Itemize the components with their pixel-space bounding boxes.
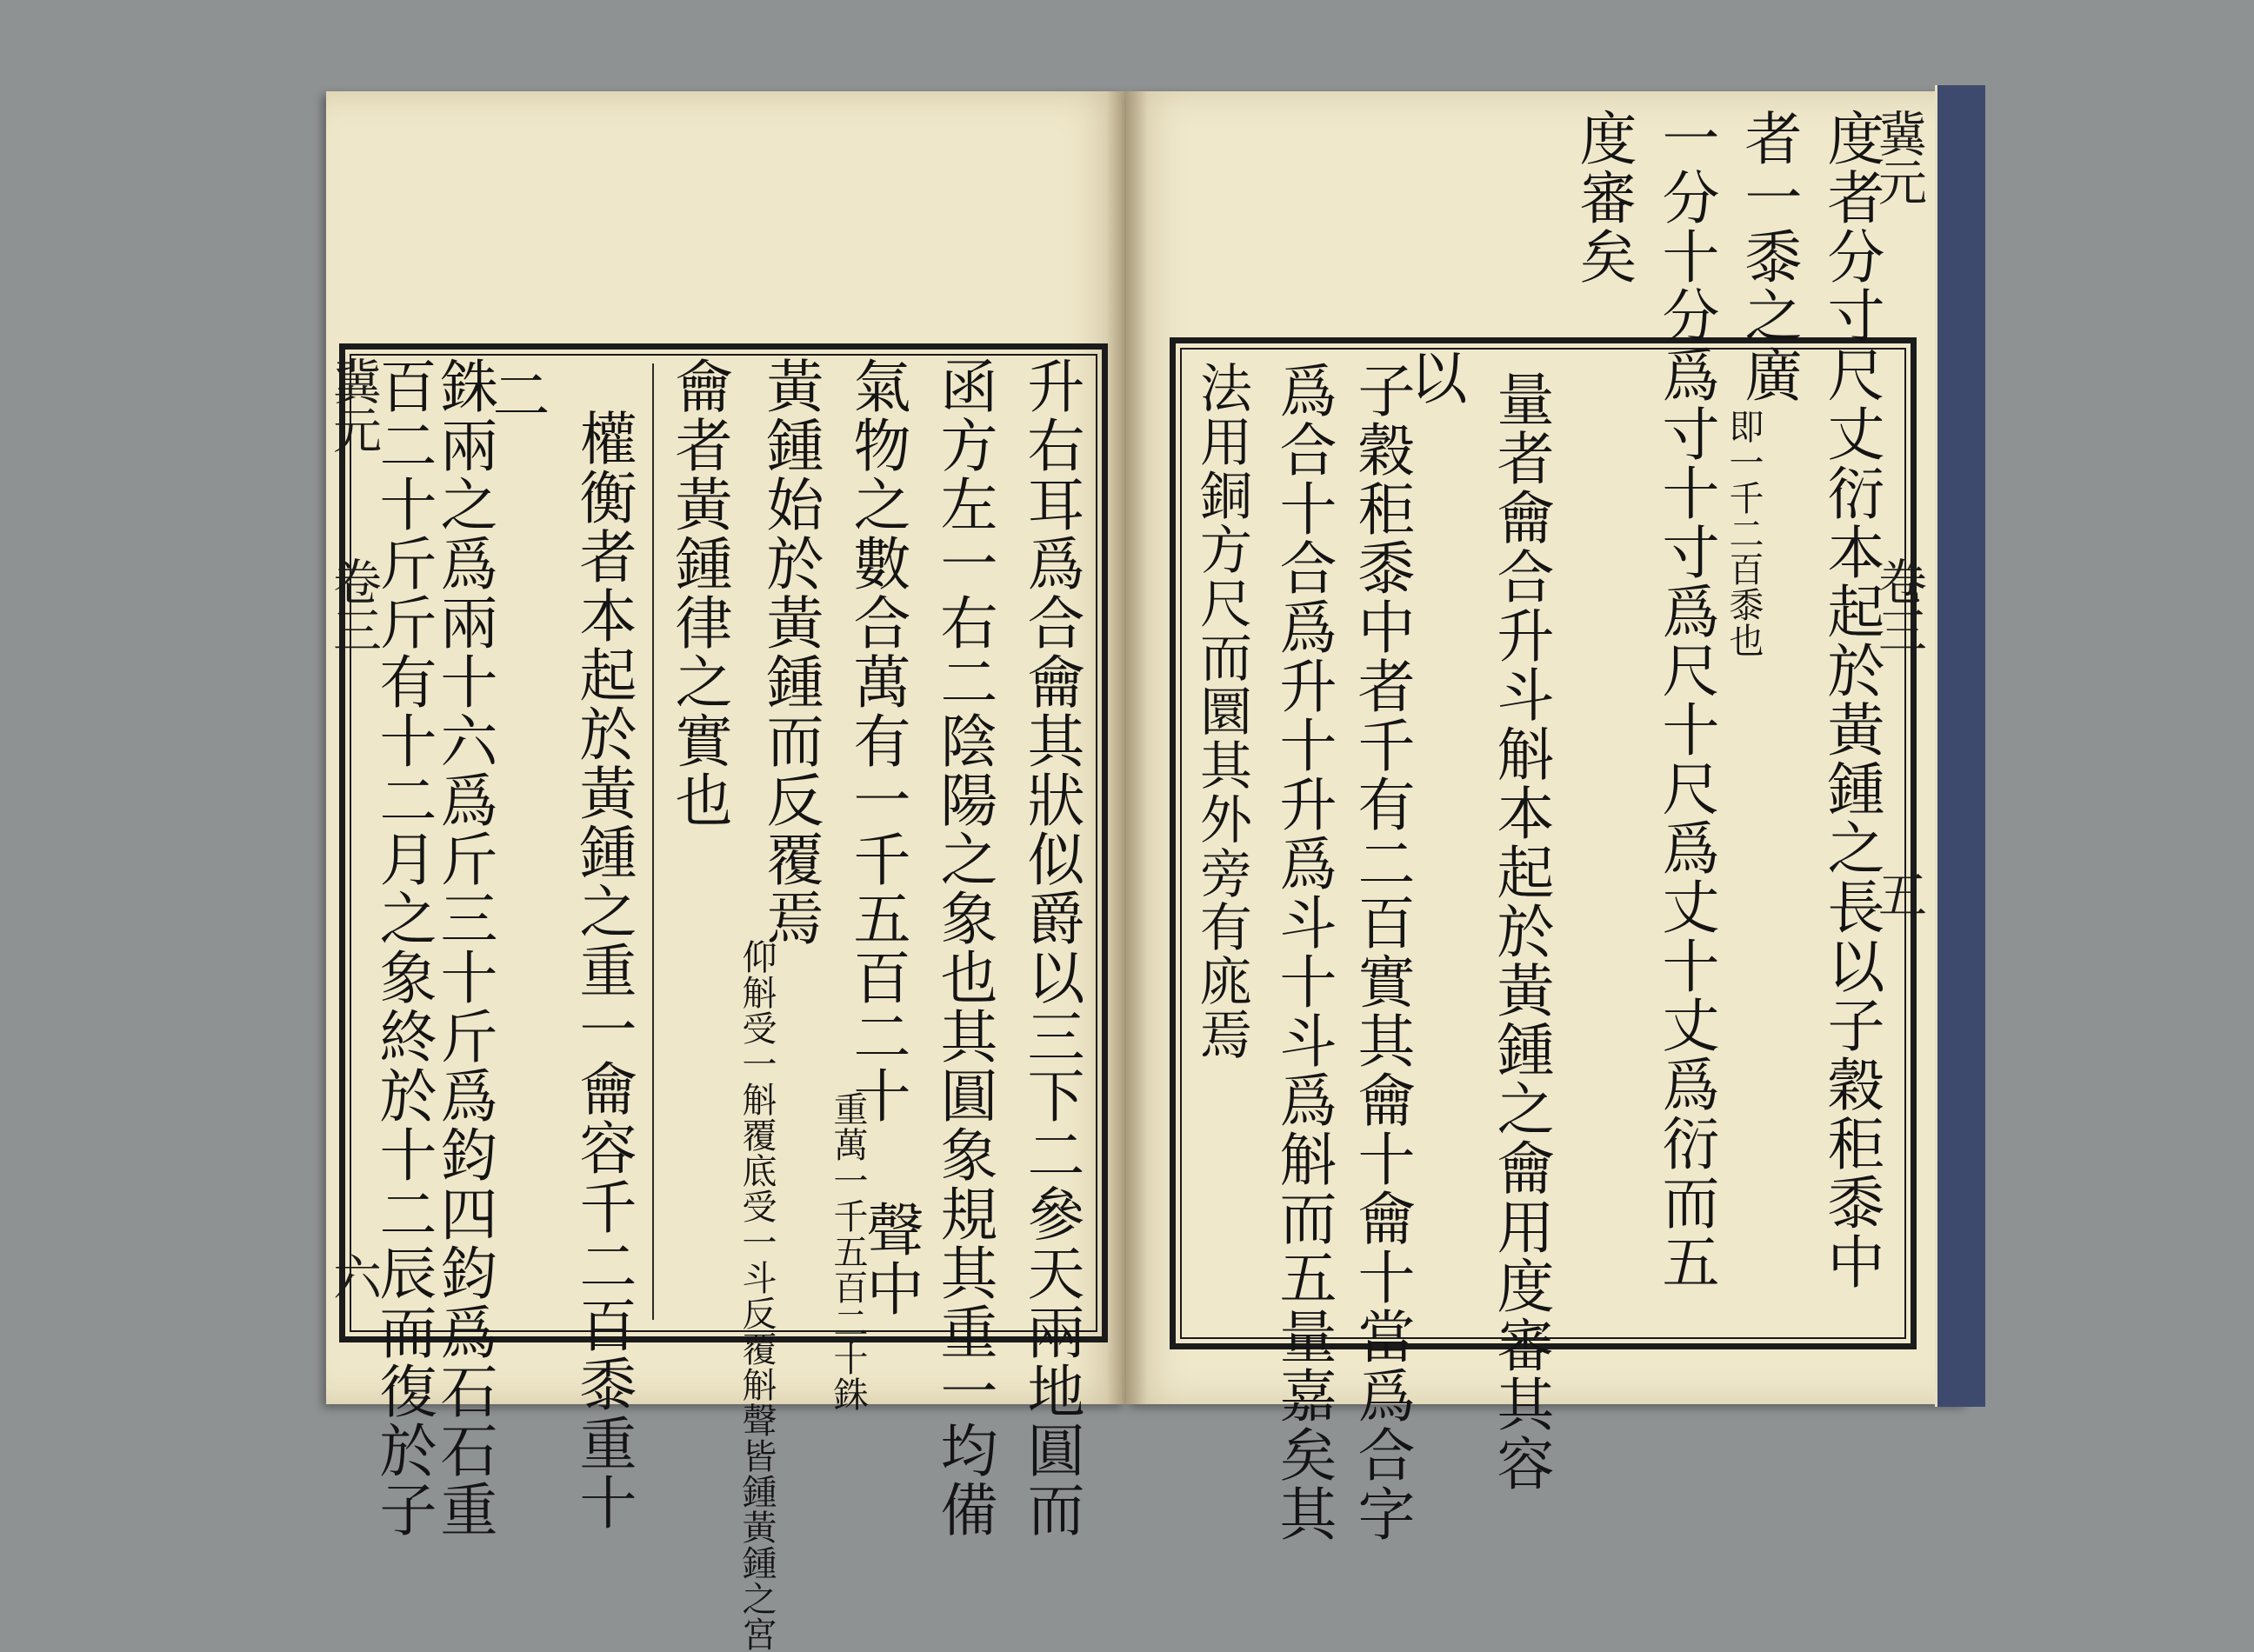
left-column-4-note: 仰斛受一斛覆底受一斗反覆斛聲皆鍾黃鍾之宮: [737, 939, 777, 1652]
left-column-2: 函方左一右二陰陽之象也其圓象規其重一均備: [930, 356, 997, 1539]
right-margin-page: 五: [1871, 869, 1927, 918]
left-column-9: 百二十斤斤有十二月之象終於十二辰而復於子: [370, 356, 437, 1539]
right-margin-volume: 卷三: [1871, 556, 1927, 654]
right-column-6: 以: [1400, 348, 1467, 407]
right-column-2-note: 即一千二百黍也: [1724, 409, 1764, 658]
right-margin-title: 冀元: [1871, 109, 1927, 206]
right-column-2: 者一黍之廣: [1735, 109, 1802, 404]
left-column-3-note: 重萬一千五百二十銖: [828, 1091, 868, 1412]
left-margin-page: 六: [325, 1252, 382, 1301]
left-divider: [652, 363, 654, 1320]
left-column-1: 升右耳爲合龠其狀似爵以三下二參天兩地圓而: [1017, 356, 1084, 1539]
left-column-7: 二: [483, 365, 550, 424]
right-column-4: 度審矣: [1570, 109, 1637, 286]
right-column-5: 量者龠合升斗斛本起於黃鍾之龠用度審其容: [1487, 370, 1554, 1493]
left-column-5: 龠者黃鍾律之實也: [665, 356, 732, 829]
book-cover-edge: [1935, 85, 1985, 1407]
left-margin-volume: 卷三: [325, 556, 382, 654]
right-column-1: 度者分寸尺丈衍本起於黃鍾之長以子穀秬黍中: [1817, 109, 1884, 1291]
left-column-6: 權衡者本起於黃鍾之重一龠容千二百黍重十: [570, 409, 637, 1532]
left-margin-title: 冀元: [325, 356, 382, 454]
left-column-4: 黃鍾始於黃鍾而反覆焉: [757, 356, 824, 948]
left-column-3: 氣物之數合萬有一千五百二十: [844, 356, 910, 1125]
left-column-3-tail: 聲中: [857, 1200, 924, 1318]
left-column-8: 銖兩之爲兩十六爲斤三十斤爲鈞四鈞爲石石重: [430, 356, 497, 1539]
right-column-3: 一分十分爲寸十寸爲尺十尺爲丈十丈爲衍而五: [1652, 109, 1719, 1291]
book-spine: [1106, 91, 1148, 1404]
right-column-9: 法用銅方尺而圜其外旁有庣焉: [1191, 361, 1252, 1062]
right-column-7: 子穀秬黍中者千有二百實其龠十龠十當爲合字: [1348, 361, 1415, 1543]
right-column-8: 爲合十合爲升十升爲斗十斗爲斛而五量嘉矣其: [1270, 361, 1337, 1543]
